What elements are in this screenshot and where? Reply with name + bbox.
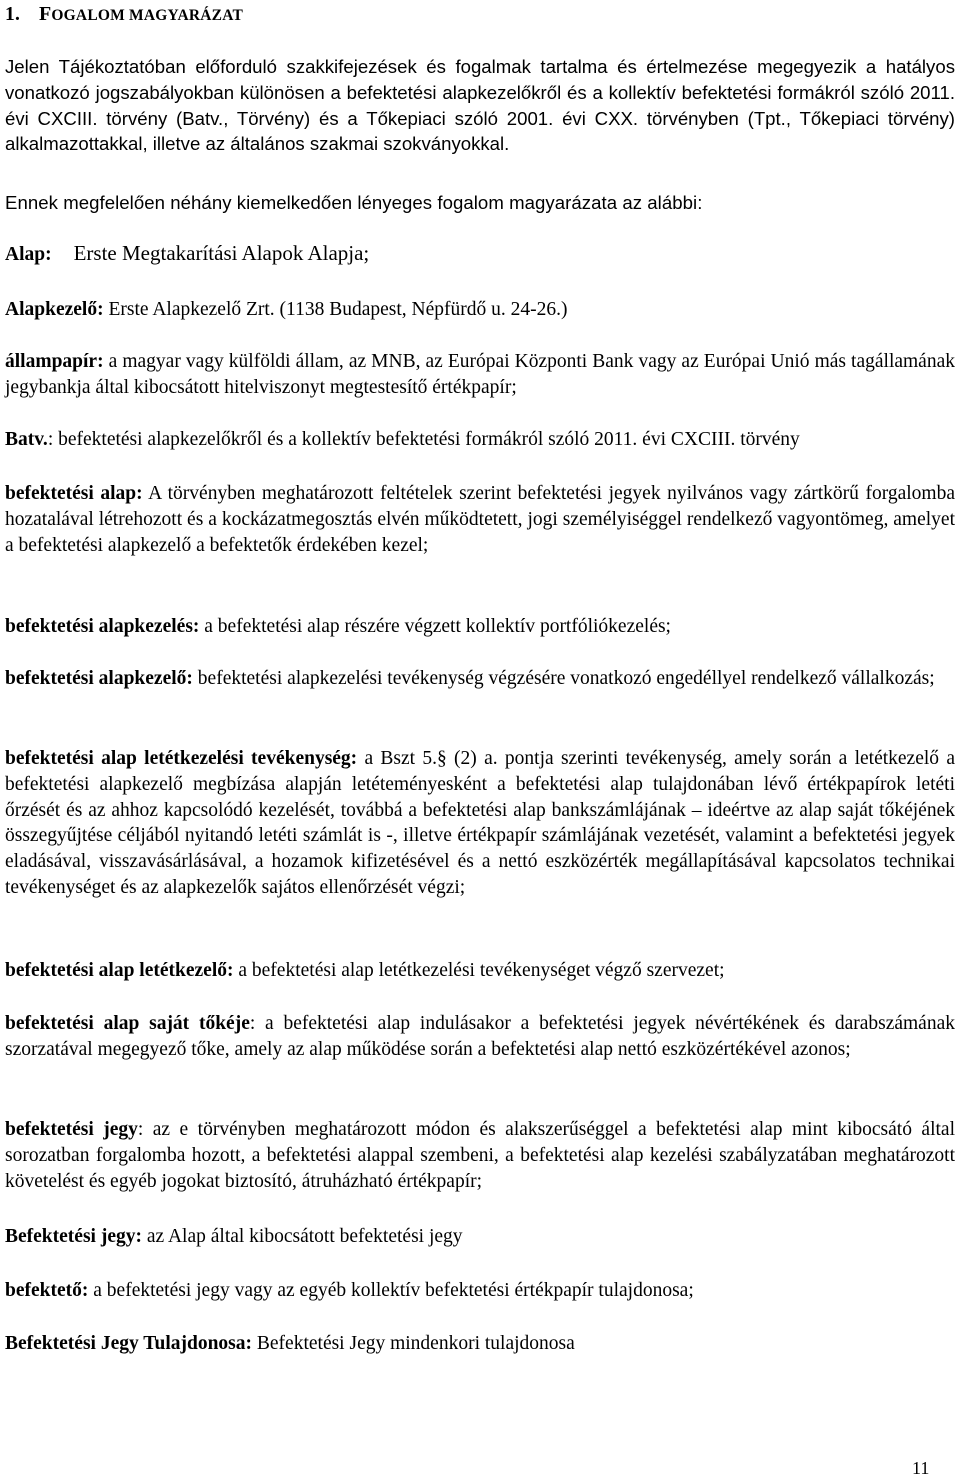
definition-text: : befektetési alapkezelőkről és a kollektív befektetési formákról szóló 2011. évi CXCIII. törvény bbox=[47, 429, 800, 450]
definition-alap bbox=[5, 241, 955, 268]
page-number: 11 bbox=[912, 1458, 930, 1478]
intro-lead: Ennek megfelelően néhány kiemelkedően lényeges fogalom magyarázata az alábbi: bbox=[5, 192, 703, 213]
definition-text: befektetési alapkezelési tevékenység végzésére vonatkozó engedéllyel rendelkező vállalkozás; bbox=[192, 668, 935, 689]
definition-term: befektetési alap letétkezelő: bbox=[5, 960, 234, 981]
definition-alapkezelo bbox=[5, 297, 955, 323]
definition-term: állampapír: bbox=[5, 351, 104, 372]
definition-befektetesi-alapkezelo bbox=[5, 666, 955, 692]
definition-text: a befektetési alap letétkezelési tevékenységet végző szervezet; bbox=[233, 960, 725, 981]
section-title-initial: F bbox=[39, 3, 52, 25]
definition-batv bbox=[5, 427, 955, 453]
definition-text: A törvényben meghatározott feltételek szerint befektetési jegyek nyilvános vagy zártkörű forgalomba hozatalával létrehozott és a kockázatmegosztás elvén működtetett, jogi személyiséggel rendelkező vagyontömeg, amelyet a befektetési alapkezelő a befektetők érdekében kezel; bbox=[5, 483, 955, 556]
section-heading bbox=[5, 2, 243, 29]
definition-text: : a befektetési alap indulásakor a befektetési jegyek névértékének és darabszámának szorzatával megegyező tőke, amely az alap működése során a befektetési alap nettó eszközértékével azonos; bbox=[5, 1013, 955, 1060]
section-number: 1. bbox=[5, 4, 21, 25]
definition-term: befektetési alapkezelés: bbox=[5, 616, 200, 637]
intro-paragraph: Jelen Tájékoztatóban előforduló szakkifejezések és fogalmak tartalma és értelmezése megegyezik a hatályos vonatkozó jogszabályokban különösen a befektetési alapkezelőkről és a kollektív befektetési formákról szóló 2011. évi CXCIII. törvény (Batv., Törvény) és a Tőkepiaci szóló 2001. évi CXX. törvényben (Tpt., Tőkepiaci törvény) alkalmazottakkal, illetve az általános szakmai szokványokkal. bbox=[5, 56, 955, 155]
definition-text: a befektetési jegy vagy az egyéb kollektív befektetési értékpapír tulajdonosa; bbox=[88, 1280, 694, 1301]
definition-jegy-tulajdonosa bbox=[5, 1331, 955, 1357]
definition-text: : az e törvényben meghatározott módon és alakszerűséggel a befektetési alap mint kibocsátó által sorozatban forgalomba hozott, a befektetési alappal szembeni, a befektetési alap kezelési szabályzatában meghatározott követelést és egyéb jogokat biztosító, átruházható értékpapír; bbox=[5, 1119, 955, 1192]
definition-befekteto bbox=[5, 1278, 955, 1304]
definition-term: befektetési alap saját tőkéje bbox=[5, 1013, 250, 1034]
definition-text: Befektetési Jegy mindenkori tulajdonosa bbox=[252, 1333, 575, 1354]
definition-text: a magyar vagy külföldi állam, az MNB, az Európai Központi Bank vagy az Európai Unió más tagállamának jegybankja által kibocsátott hitelviszonyt megtestesítő értékpapír; bbox=[5, 351, 955, 398]
definition-term: Batv. bbox=[5, 429, 48, 450]
definition-term: Alap: bbox=[5, 244, 52, 265]
definition-term: Befektetési Jegy Tulajdonosa: bbox=[5, 1333, 253, 1354]
definition-text: Erste Megtakarítási Alapok Alapja; bbox=[73, 241, 370, 265]
definition-term: befektetési alap: bbox=[5, 483, 143, 504]
definition-text: Erste Alapkezelő Zrt. (1138 Budapest, Népfürdő u. 24-26.) bbox=[103, 299, 568, 320]
definition-befektetesi-jegy-alap bbox=[5, 1224, 955, 1250]
definition-letetkezelesi-tevekenyseg bbox=[5, 746, 955, 901]
definition-sajat-toke bbox=[5, 1011, 955, 1063]
definition-befektetesi-jegy bbox=[5, 1117, 955, 1194]
definition-allampapir bbox=[5, 349, 955, 401]
definition-term: Alapkezelő: bbox=[5, 299, 104, 320]
definition-term: befektetési alap letétkezelési tevékenység: bbox=[5, 748, 358, 769]
definition-befektetesi-alapkezeles bbox=[5, 614, 955, 640]
definition-text: az Alap által kibocsátott befektetési jegy bbox=[141, 1226, 463, 1247]
definition-text: a befektetési alap részére végzett kollektív portfóliókezelés; bbox=[199, 616, 671, 637]
definition-letetkezelo bbox=[5, 958, 955, 984]
definition-term: Befektetési jegy: bbox=[5, 1226, 142, 1247]
definition-befektetesi-alap bbox=[5, 481, 955, 558]
definition-text: a Bszt 5.§ (2) a. pontja szerinti tevékenység, amely során a letétkezelő a befektetési alapkezelő megbízása alapján letéteményesként a befektetési alap tulajdonában lévő értékpapírok letéti őrzését és az ahhoz kapcsolódó kezelését, továbbá a befektetési alap bankszámlájának – ideértve az alap saját tőkéjének összegyűjtése céljából nyitandó letéti számlát is -, illetve értékpapír számlájának vezetését, valamint a befektetési jegyek eladásával, visszavásárlásával, a hozamok kifizetésével és a nettó eszközérték megállapításával kapcsolatos technikai tevékenységet és az alapkezelők sajátos ellenőrzését végzi; bbox=[5, 748, 955, 898]
definition-term: befektető: bbox=[5, 1280, 89, 1301]
definition-term: befektetési jegy bbox=[5, 1119, 138, 1140]
definition-term: befektetési alapkezelő: bbox=[5, 668, 193, 689]
section-title: OGALOM MAGYARÁZAT bbox=[51, 7, 243, 24]
